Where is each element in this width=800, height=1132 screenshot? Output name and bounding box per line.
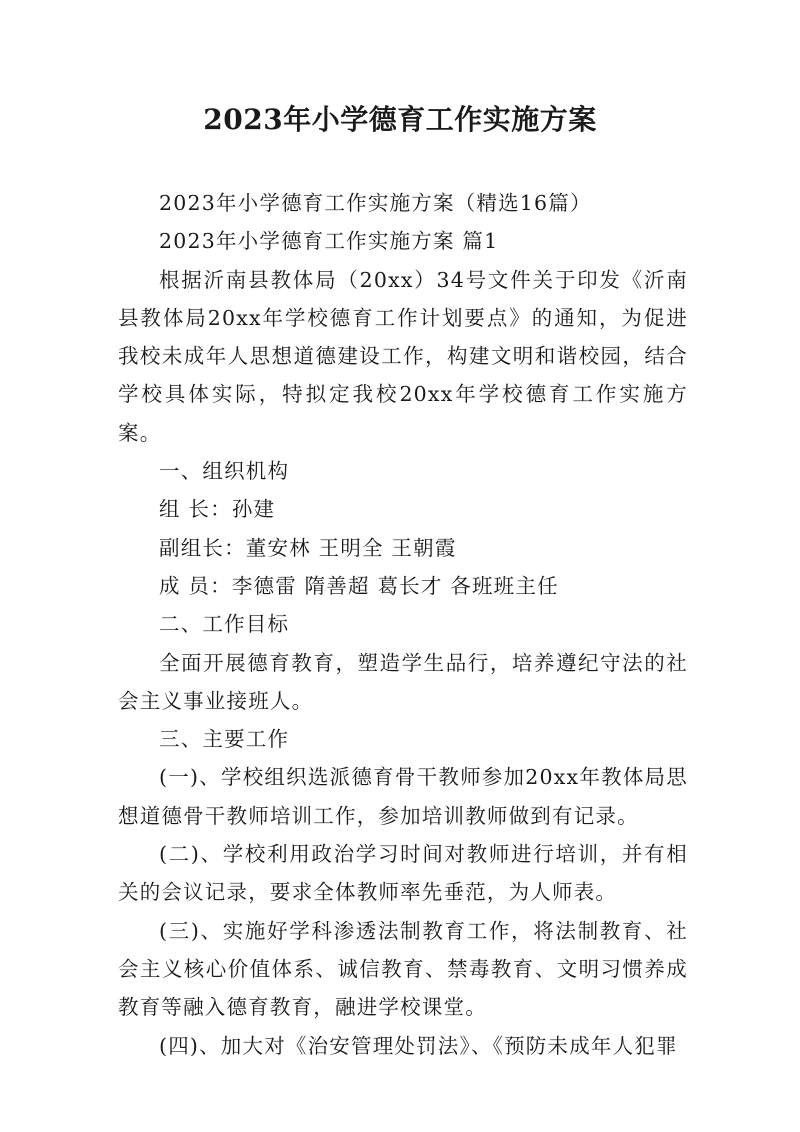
paragraph-work-item-3: (三)、实施好学科渗透法制教育工作，将法制教育、社会主义核心价值体系、诚信教育、禁毒教育、文明习惯养成教育等融入德育教育，融进学校课堂。 [118,918,688,1020]
heading-organization: 一、组织机构 [159,459,290,484]
paragraph-work-item-1: (一)、学校组织选派德育骨干教师参加20xx年教体局思想道德骨干教师培训工作，参加培训教师做到有记录。 [118,765,688,828]
paragraph-work-item-4: (四)、加大对《治安管理处罚法》、《预防未成年人犯罪 [159,1033,678,1058]
heading-goals: 二、工作目标 [159,612,290,637]
paragraph-work-item-2: (二)、学校利用政治学习时间对教师进行培训，并有相关的会议记录，要求全体教师率先垂范，为人师表。 [118,842,688,905]
paragraph-subtitle: 2023年小学德育工作实施方案（精选16篇） [159,191,592,215]
paragraph-group-leader: 组 长：孙建 [159,497,276,522]
document-title: 2023年小学德育工作实施方案 [203,103,597,136]
paragraph-deputy-leaders: 副组长：董安林 王明全 王朝霞 [159,535,457,560]
paragraph-members: 成 员：李德雷 隋善超 葛长才 各班班主任 [159,573,559,598]
paragraph-intro: 根据沂南县教体局（20xx）34号文件关于印发《沂南县教体局20xx年学校德育工作计划要点》的通知，为促进我校未成年人思想道德建设工作，构建文明和谐校园，结合学校具体实际，特拟定我校20xx年学校德育工作实施方案。 [118,267,688,445]
document-body [118,184,688,1065]
heading-main-work: 三、主要工作 [159,727,290,752]
paragraph-goals: 全面开展德育教育，塑造学生品行，培养遵纪守法的社会主义事业接班人。 [118,650,688,713]
paragraph-section-heading: 2023年小学德育工作实施方案 篇1 [159,229,499,254]
